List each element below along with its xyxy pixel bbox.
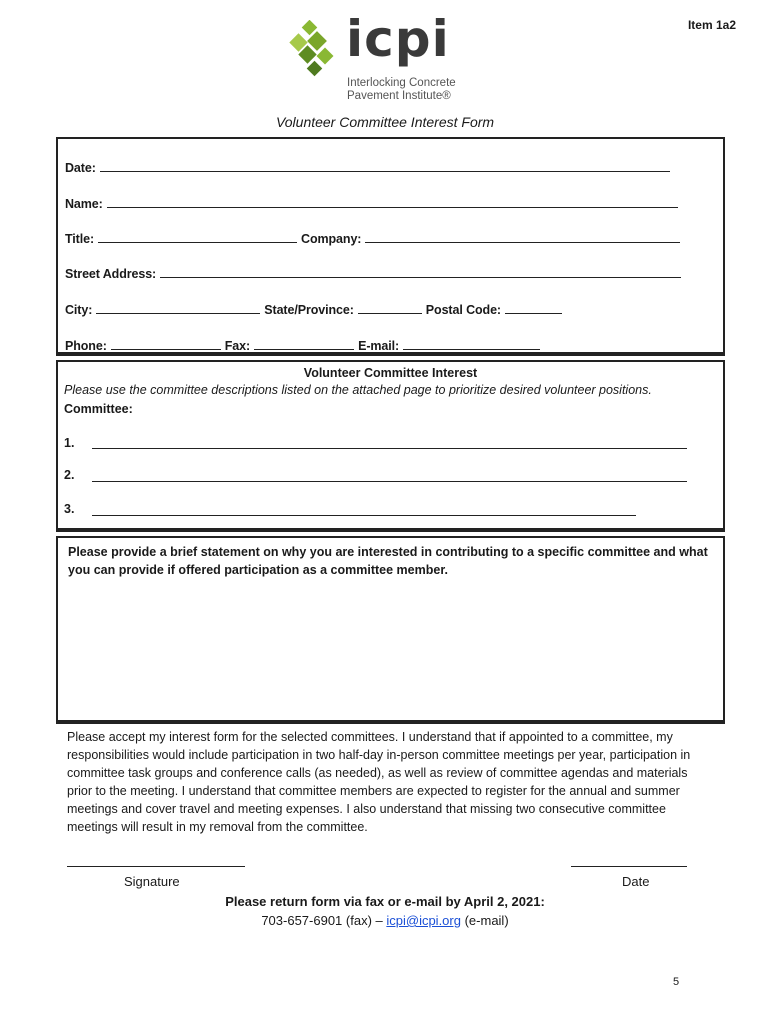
icpi-logo-icon [289,20,339,82]
committee-number-3: 3. [64,502,75,516]
street-row [65,267,681,281]
postal-field[interactable] [505,303,562,314]
fax-field[interactable] [254,339,354,350]
title-label: Title: [65,232,95,246]
phone-label: Phone: [65,339,107,353]
logo-subtitle-line2: Pavement Institute® [347,90,451,102]
item-tag: Item 1a2 [687,18,736,32]
date-field[interactable] [100,161,670,172]
committee-number-2: 2. [64,468,75,482]
street-field[interactable] [160,267,681,278]
committee-choice-3-field[interactable] [92,515,636,516]
email-label: E-mail: [358,339,400,353]
city-row [65,303,562,317]
signature-date-label: Date [622,874,650,889]
committee-section-title: Volunteer Committee Interest [303,366,478,380]
state-field[interactable] [358,303,422,314]
date-label: Date: [65,161,96,175]
phone-row [65,339,540,353]
title-company-row [65,232,680,246]
email-field[interactable] [403,339,540,350]
page-number: 5 [673,976,680,988]
company-label: Company: [301,232,362,246]
email-suffix: (e-mail) [460,913,509,928]
signature-label: Signature [124,874,180,889]
committee-choice-1-field[interactable] [92,448,687,449]
fax-number: 703-657-6901 (fax) – [261,913,387,928]
city-field[interactable] [96,303,260,314]
street-label: Street Address: [65,267,157,281]
name-label: Name: [65,197,103,211]
logo-wordmark: icpi [346,10,450,68]
postal-label: Postal Code: [425,303,501,317]
signature-line[interactable] [67,866,245,867]
name-row [65,197,678,211]
name-field[interactable] [107,197,678,208]
icpi-logo [289,10,489,104]
statement-prompt: Please provide a brief statement on why you are interested in contributing to a specific committee and what you can provide if offered participation as a committee member. [68,545,708,577]
committee-number-1: 1. [64,436,75,450]
contact-info-section [56,137,725,356]
statement-section[interactable] [56,536,725,724]
date-signature-line[interactable] [571,866,687,867]
committee-interest-section [56,360,725,532]
phone-field[interactable] [111,339,221,350]
city-label: City: [65,303,93,317]
logo-subtitle-line1: Interlocking Concrete [347,77,456,89]
contact-line [0,913,770,928]
committee-choice-2-field[interactable] [92,481,687,482]
return-note: Please return form via fax or e-mail by April 2, 2021: [225,894,545,909]
form-title: Volunteer Committee Interest Form [275,114,495,130]
email-link[interactable]: icpi@icpi.org [386,913,461,928]
acceptance-text: Please accept my interest form for the selected committees. I understand that if appointed to a committee, my responsibilities would include participation in two half-day in-person committee meetings per year, participation in committee task groups and conference calls (as needed), as well as review of committee agendas and materials prior to the meeting. I understand that committee members are expected to register for the annual and summer meetings and cover travel and meeting expenses. I also understand that missing two consecutive committee meetings will result in my removal from the committee. [67,730,691,834]
logo-subtitle [347,77,456,103]
date-row [65,161,670,175]
committee-description: Please use the committee descriptions listed on the attached page to prioritize desired volunteer positions. [64,383,652,397]
title-field[interactable] [98,232,297,243]
committee-label: Committee: [64,402,133,416]
fax-label: Fax: [224,339,251,353]
company-field[interactable] [365,232,680,243]
state-label: State/Province: [264,303,354,317]
